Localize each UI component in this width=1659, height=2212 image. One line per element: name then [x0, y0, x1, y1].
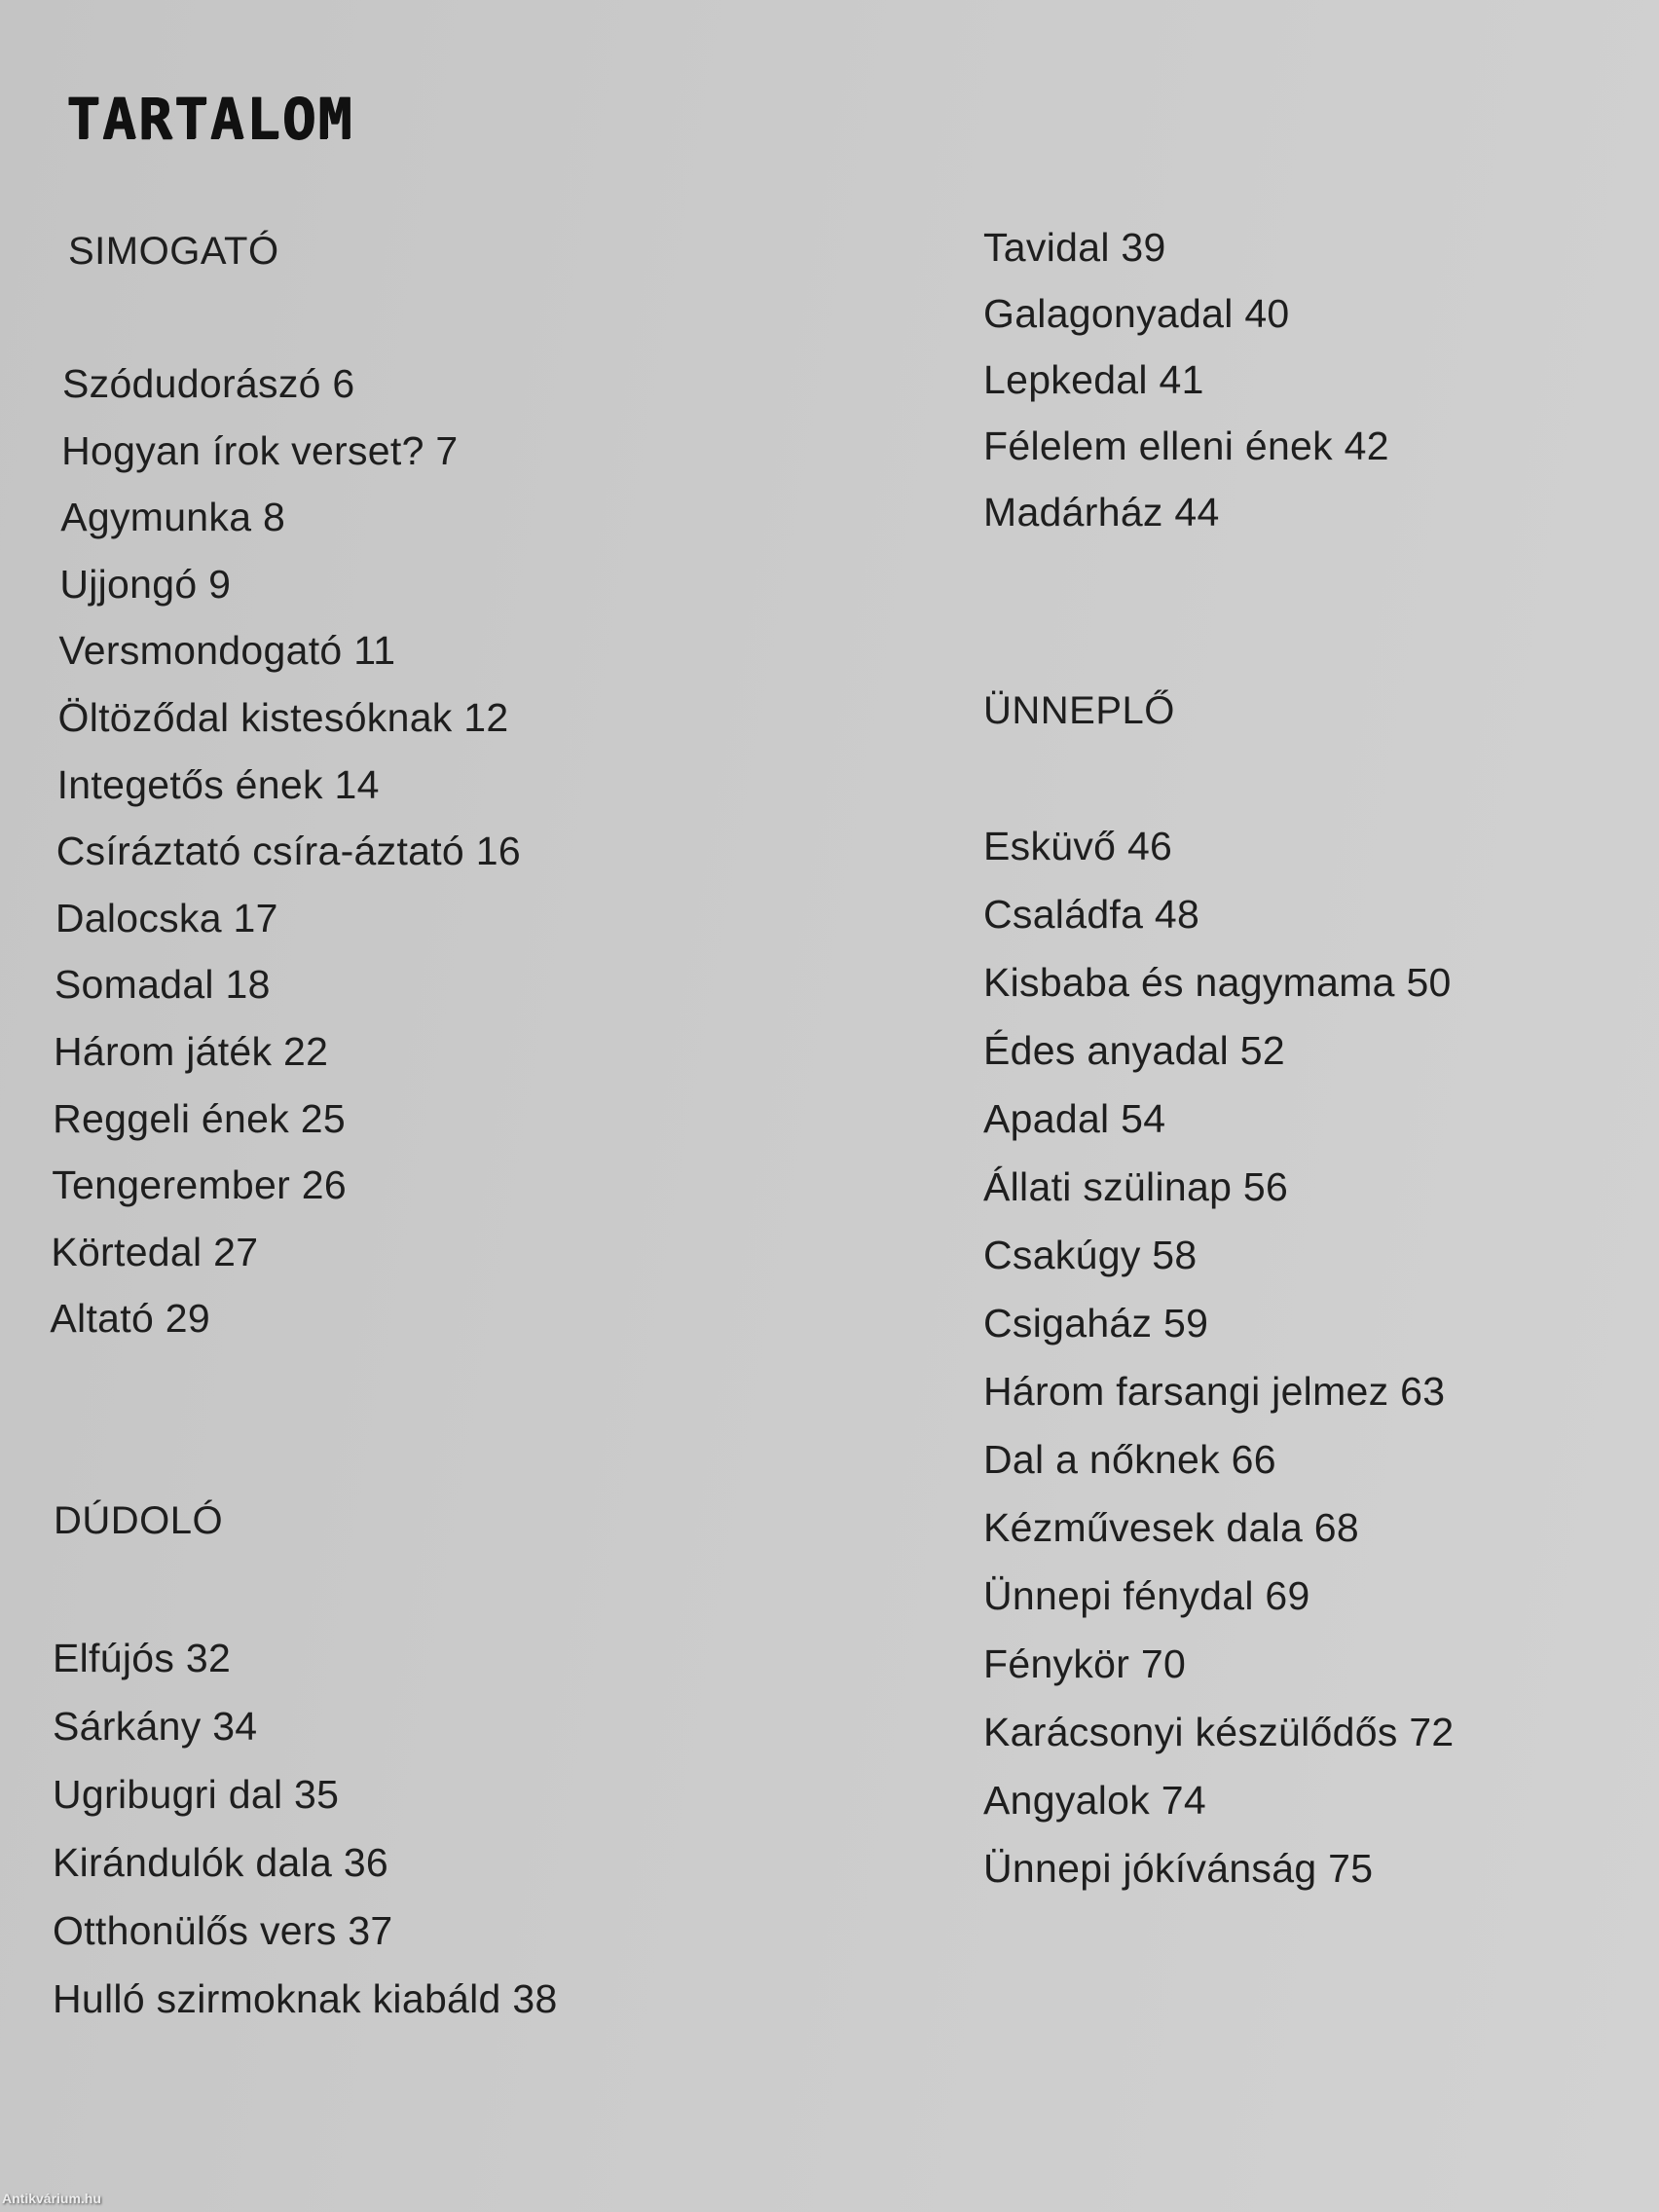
- toc-entry: Csakúgy 58: [983, 1233, 1198, 1277]
- toc-entry: Esküvő 46: [983, 824, 1173, 868]
- toc-entry: Kisbaba és nagymama 50: [983, 960, 1452, 1005]
- page-title: TARTALOM: [66, 86, 354, 152]
- toc-entry: Dalocska 17: [55, 895, 278, 940]
- toc-entry: Otthonülős vers 37: [53, 1908, 393, 1953]
- toc-entry: Somadal 18: [54, 962, 271, 1008]
- toc-entry: Sárkány 34: [53, 1704, 258, 1749]
- toc-entry: Ünnepi jókívánság 75: [983, 1846, 1374, 1891]
- toc-entry: Madárház 44: [983, 490, 1220, 535]
- toc-entry: Szódudorászó 6: [62, 361, 355, 406]
- section-heading-unneplo: ÜNNEPLŐ: [983, 689, 1175, 732]
- toc-entry: Kézművesek dala 68: [983, 1505, 1360, 1550]
- toc-entry: Ugribugri dal 35: [53, 1772, 340, 1817]
- section-list-dudolo: [53, 1624, 558, 2033]
- toc-entry: Félelem elleni ének 42: [983, 424, 1389, 468]
- toc-entry: Integetős ének 14: [56, 761, 380, 807]
- toc-entry: Galagonyadal 40: [983, 291, 1290, 336]
- toc-entry: Kirándulók dala 36: [53, 1840, 389, 1885]
- toc-entry: Angyalok 74: [983, 1778, 1206, 1823]
- section-list-unneplo: [983, 812, 1455, 1902]
- toc-entry: Körtedal 27: [51, 1229, 259, 1274]
- toc-entry: Elfújós 32: [53, 1636, 232, 1680]
- toc-entry: Édes anyadal 52: [983, 1028, 1285, 1073]
- toc-entry: Csigaház 59: [983, 1301, 1209, 1346]
- toc-entry: Lepkedal 41: [983, 357, 1204, 402]
- toc-entry: Tavidal 39: [983, 225, 1166, 270]
- toc-entry: Csíráztató csíra-áztató 16: [55, 829, 521, 874]
- toc-entry: Versmondogató 11: [58, 628, 396, 674]
- toc-entry: Apadal 54: [983, 1096, 1166, 1141]
- section-heading-dudolo: DÚDOLÓ: [54, 1499, 224, 1542]
- toc-entry: Altató 29: [50, 1296, 210, 1342]
- toc-entry: Hulló szirmoknak kiabáld 38: [53, 1976, 558, 2021]
- toc-entry: Három játék 22: [54, 1028, 329, 1074]
- toc-entry: Három farsangi jelmez 63: [983, 1369, 1446, 1414]
- section-heading-simogato: SIMOGATÓ: [68, 230, 279, 273]
- toc-entry: Ujjongó 9: [59, 561, 232, 607]
- toc-entry: Öltöződal kistesóknak 12: [57, 694, 509, 740]
- section-list-simogato: [50, 350, 521, 1352]
- watermark: Antikvárium.hu: [2, 2191, 101, 2206]
- toc-entry: Állati szülinap 56: [983, 1164, 1289, 1209]
- toc-entry: Karácsonyi készülődős 72: [983, 1710, 1455, 1754]
- toc-entry: Reggeli ének 25: [53, 1095, 346, 1141]
- toc-entry: Hogyan írok verset? 7: [61, 427, 459, 473]
- section-list-continued: [983, 214, 1389, 545]
- toc-entry: Ünnepi fénydal 69: [983, 1573, 1310, 1618]
- toc-entry: Tengerember 26: [52, 1162, 347, 1208]
- toc-entry: Agymunka 8: [60, 495, 286, 540]
- toc-entry: Dal a nőknek 66: [983, 1437, 1276, 1482]
- toc-entry: Családfa 48: [983, 892, 1200, 937]
- toc-entry: Fénykör 70: [983, 1641, 1187, 1686]
